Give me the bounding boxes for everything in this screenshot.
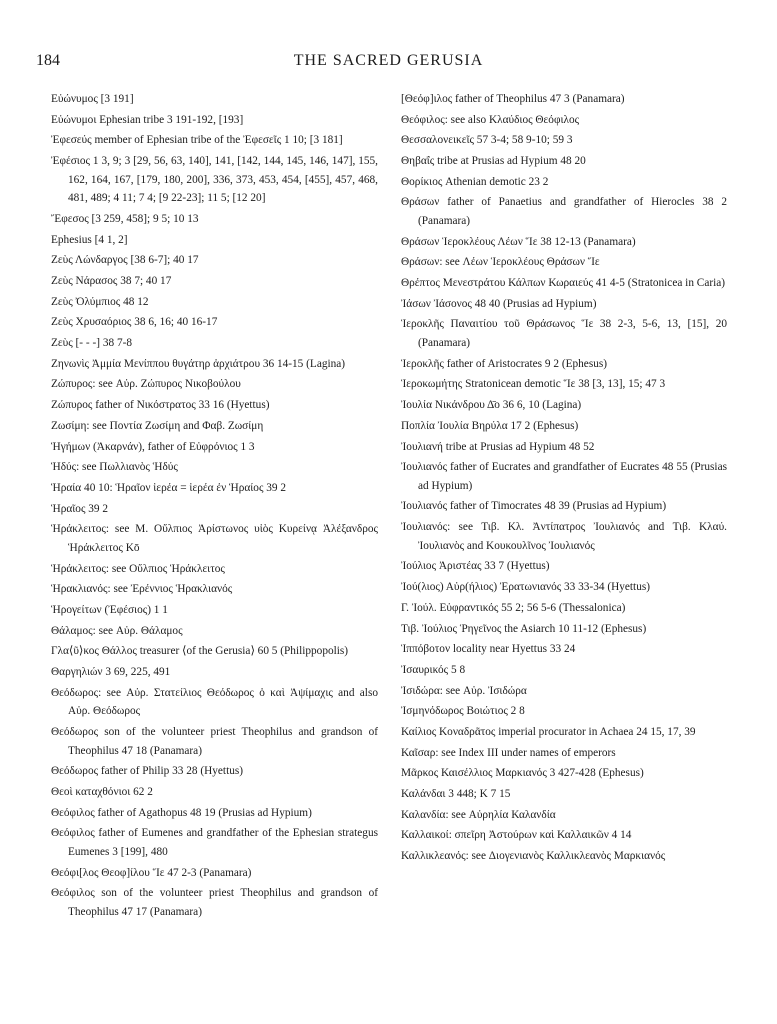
index-entry: Θεόφιλος son of the volunteer priest Theophilus and grandson of Theophilus 47 17 (Panamara) xyxy=(51,887,378,918)
index-entry: Ἐφεσεύς member of Ephesian tribe of the Ἐφεσεῖς 1 10; [3 181] xyxy=(51,134,343,147)
index-entry: Ζεὺς Ὀλύμπιος 48 12 xyxy=(51,295,149,308)
index-entry: Θράσων Ἱεροκλέους Λέων Ἵε 38 12-13 (Panamara) xyxy=(401,235,636,248)
index-entry: Καλάνδαι 3 448; K 7 15 xyxy=(401,788,511,800)
running-title: THE SACRED GERUSIA xyxy=(293,52,484,69)
page-number: 184 xyxy=(36,52,60,69)
index-entry: Τιβ. Ἰούλιος Ῥηγεῖνος the Asiarch 10 11-12 (Ephesus) xyxy=(401,622,647,635)
index-entry: Θράσων father of Panaetius and grandfather of Hierocles 38 2 (Panamara) xyxy=(401,196,727,228)
index-column-left xyxy=(51,90,378,924)
index-entry: Ἰουλιανός: see Τιβ. Κλ. Ἀντίπατρος Ἰουλιανός and Τιβ. Κλαύ. Ἰουλιανὸς and Κουκουλῖνος Ἰουλιανός xyxy=(401,521,727,552)
index-entry: Θεόδωρος: see Αὐρ. Στατείλιος Θεόδωρος ὁ καὶ Ἀψίμαχις and also Αὐρ. Θεόδωρος xyxy=(51,686,378,718)
index-entry: Καῖσαρ: see Index III under names of emperors xyxy=(401,746,616,759)
index-entry: Καλλικλεανός: see Διογενιανὸς Καλλικλεανὸς Μαρκιανός xyxy=(401,850,666,863)
index-entry: Ἰουλιανός father of Timocrates 48 39 (Prusias ad Hypium) xyxy=(401,500,667,513)
index-entry: Γλα⟨ῦ⟩κος Θάλλος treasurer ⟨of the Gerusia⟩ 60 5 (Philippopolis) xyxy=(51,645,349,658)
index-entry: Καλανδία: see Αὐρηλία Καλανδία xyxy=(401,808,556,821)
index-entry: Ζώπυρος father of Νικόστρατος 33 16 (Hyettus) xyxy=(51,399,270,412)
index-column-right xyxy=(401,90,727,868)
index-entry: [Θεόφ]ιλος father of Theophilus 47 3 (Panamara) xyxy=(401,93,625,105)
index-entry: Ζεὺς Νάρασος 38 7; 40 17 xyxy=(51,275,172,287)
index-entry: Ἰουλία Νικάνδρου Δ̄ο 36 6, 10 (Lagina) xyxy=(401,399,582,412)
index-entry: Θεόφιλος: see also Κλαύδιος Θεόφιλος xyxy=(401,113,580,126)
index-entry: Ἰσαυρικός 5 8 xyxy=(401,663,466,676)
index-entry: Ἡρακλιανός: see Ἐρέννιος Ἡρακλιανός xyxy=(51,583,233,596)
index-entry: Ποπλία Ἰουλία Βηρύλα 17 2 (Ephesus) xyxy=(401,419,579,432)
index-entry: Καλλαικοί: σπεῖρη Ἀστούρων καὶ Καλλαικῶν 4 14 xyxy=(401,829,632,842)
index-entry: Ἔφεσος [3 259, 458]; 9 5; 10 13 xyxy=(51,212,199,225)
index-entry: Καίλιος Κοναδρᾶτος imperial procurator in Achaea 24 15, 17, 39 xyxy=(401,725,696,738)
index-entry: Ἡδύς: see Πωλλιανὸς Ἡδύς xyxy=(51,461,178,474)
index-entry: Ἡραῖος 39 2 xyxy=(51,502,109,515)
index-entry: Ζώπυρος: see Αὐρ. Ζώπυρος Νικοβούλου xyxy=(51,378,241,391)
index-entry: Ἰουλιανός father of Eucrates and grandfather of Eucrates 48 55 (Prusias ad Hypium) xyxy=(401,461,727,492)
index-entry: Ζεὺς Λώνδαργος [38 6-7]; 40 17 xyxy=(51,254,199,267)
index-entry: Θάλαμος: see Αὐρ. Θάλαμος xyxy=(51,624,183,637)
index-entry: Ἡραία 40 10: Ἡραῖον ἱερέα = ἱερέα ἐν Ἡραίος 39 2 xyxy=(51,481,287,494)
index-entry: Ζεὺς [- - -] 38 7-8 xyxy=(51,337,132,350)
index-entry: Θράσων: see Λέων Ἱεροκλέους Θράσων Ἵε xyxy=(401,256,600,269)
index-entry: Θηβαΐς tribe at Prusias ad Hypium 48 20 xyxy=(401,155,586,168)
index-entry: Ἡράκλειτος: see Οὔλπιος Ἡράκλειτος xyxy=(51,562,225,575)
index-entry: Ἡγήμων (Ἀκαρνάν), father of Εὐφρόνιος 1 3 xyxy=(51,440,255,453)
index-entry: Ephesius [4 1, 2] xyxy=(51,233,128,246)
index-entry: Ἰσιδώρα: see Αὐρ. Ἰσιδώρα xyxy=(401,684,527,697)
index-entry: Μᾶρκος Καισέλλιος Μαρκιανός 3 427-428 (Ephesus) xyxy=(401,767,644,780)
index-entry: Ζηνωνὶς Ἀμμία Μενίππου θυγάτηρ ἀρχιάτρου 36 14-15 (Lagina) xyxy=(51,357,346,370)
index-entry: Ἐφέσιος 1 3, 9; 3 [29, 56, 63, 140], 141, [142, 144, 145, 146, 147], 155, 162, 164, 167, [179, 180, 200], 336, 373, 453, 454, [455], 457, 468, 481, 489; 4 11; 7 4; [9 22-23]; 11 5; [12 20] xyxy=(51,155,378,205)
index-entry: Ἱεροκλῆς father of Aristocrates 9 2 (Ephesus) xyxy=(401,357,608,370)
index-entry: Θεόδωρος father of Philip 33 28 (Hyettus) xyxy=(51,765,244,778)
index-entry: Ἱεροκλῆς Παναιτίου τοῦ Θράσωνος Ἵε 38 2-3, 5-6, 13, [15], 20 (Panamara) xyxy=(401,318,727,350)
index-entry: Γ. Ἰούλ. Εὐφραντικός 55 2; 56 5-6 (Thessalonica) xyxy=(401,601,626,614)
index-entry: Ἰσμηνόδωρος Βοιώτιος 2 8 xyxy=(401,705,525,718)
index-entry: Θεόφι[λος Θεοφ]ίλου Ἵε 47 2-3 (Panamara) xyxy=(51,866,252,879)
index-entry: Ἰούλιος Ἀριστέας 33 7 (Hyettus) xyxy=(401,560,550,573)
index-entry: Ἰάσων Ἰάσονος 48 40 (Prusias ad Hypium) xyxy=(401,297,597,310)
index-entry: Εὐώνυμοι Ephesian tribe 3 191-192, [193] xyxy=(51,113,244,126)
index-entry: Ἰουλιανή tribe at Prusias ad Hypium 48 52 xyxy=(401,440,595,453)
index-entry: Θεόδωρος son of the volunteer priest Theophilus and grandson of Theophilus 47 18 (Panamara) xyxy=(51,725,378,757)
index-entry: Θαργηλιών 3 69, 225, 491 xyxy=(51,665,171,678)
index-entry: Ἰού(λιος) Αὐρ(ήλιος) Ἐρατωνιανός 33 33-34 (Hyettus) xyxy=(401,581,650,594)
index-entry: Θεοὶ καταχθόνιοι 62 2 xyxy=(51,785,153,798)
index-entry: Ζεὺς Χρυσαόριος 38 6, 16; 40 16-17 xyxy=(51,316,218,329)
index-entry: Εὐώνυμος [3 191] xyxy=(51,93,134,105)
index-entry: Ζωσίμη: see Ποντία Ζωσίμη and Φαβ. Ζωσίμη xyxy=(51,419,264,432)
index-entry: Ἡρογείτων (Ἐφέσιος) 1 1 xyxy=(51,603,168,616)
index-entry: Θεόφιλος father of Eumenes and grandfather of the Ephesian strategus Eumenes 3 [199], 480 xyxy=(51,827,378,858)
index-entry: Θορίκιος Athenian demotic 23 2 xyxy=(401,175,549,188)
index-entry: Θεόφιλος father of Agathopus 48 19 (Prusias ad Hypium) xyxy=(51,806,312,819)
index-entry: Θρέπτος Μενεστράτου Κάλπων Κωραιεύς 41 4-5 (Stratonicea in Caria) xyxy=(401,277,726,290)
index-entry: Ἡράκλειτος: see Μ. Οὔλπιος Ἀρίστωνος υἱὸς Κυρείνᾳ Ἀλέξανδρος Ἡράκλειτος Κō xyxy=(51,523,378,554)
index-entry: Ἱεροκωμήτης Stratonicean demotic Ἵε 38 [3, 13], 15; 47 3 xyxy=(401,378,666,391)
index-entry: Ἱππόβοτον locality near Hyettus 33 24 xyxy=(401,643,576,656)
index-entry: Θεσσαλονεικεῖς 57 3-4; 58 9-10; 59 3 xyxy=(401,134,573,147)
